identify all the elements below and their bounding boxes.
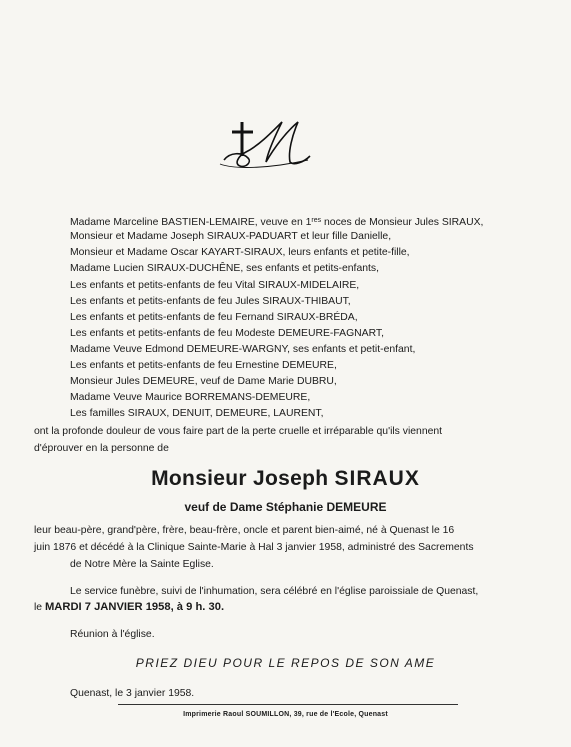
family-line: Madame Veuve Edmond DEMEURE-WARGNY, ses enfants et petit-enfant, <box>70 344 416 355</box>
funeral-line: Le service funèbre, suivi de l'inhumation, sera célébré en l'église paroissiale de Quenast, <box>70 586 479 597</box>
announce-line: ont la profonde douleur de vous faire part de la perte cruelle et irréparable qu'ils viennent <box>34 426 443 437</box>
bio-line: de Notre Mère la Sainte Eglise. <box>70 559 214 570</box>
family-line: Madame Veuve Maurice BORREMANS-DEMEURE, <box>70 392 311 403</box>
meeting-line: Réunion à l'église. <box>70 629 155 640</box>
family-line: Les enfants et petits-enfants de feu Vital SIRAUX-MIDELAIRE, <box>70 280 360 291</box>
bio-line: leur beau-père, grand'père, frère, beau-frère, oncle et parent bien-aimé, né à Quenast le 16 <box>34 525 455 536</box>
family-line: Madame Marceline BASTIEN-LEMAIRE, veuve en 1res noces de Monsieur Jules SIRAUX, <box>70 217 484 228</box>
family-line: Les enfants et petits-enfants de feu Jules SIRAUX-THIBAUT, <box>70 296 351 307</box>
family-line: Monsieur et Madame Joseph SIRAUX-PADUART et leur fille Danielle, <box>70 231 392 242</box>
cross-monogram-icon <box>212 112 322 174</box>
divider <box>118 704 458 705</box>
family-line: Les familles SIRAUX, DENUIT, DEMEURE, LAURENT, <box>70 408 324 419</box>
family-line: Madame Lucien SIRAUX-DUCHÊNE, ses enfants et petits-enfants, <box>70 263 379 274</box>
family-line: Monsieur Jules DEMEURE, veuf de Dame Marie DUBRU, <box>70 376 337 387</box>
place-date: Quenast, le 3 janvier 1958. <box>70 688 195 699</box>
announce-line: d'éprouver en la personne de <box>34 443 169 454</box>
printer-credit: Imprimerie Raoul SOUMILLON, 39, rue de l'Ecole, Quenast <box>183 711 388 718</box>
family-line: Monsieur et Madame Oscar KAYART-SIRAUX, leurs enfants et petite-fille, <box>70 247 410 258</box>
family-line: Les enfants et petits-enfants de feu Ernestine DEMEURE, <box>70 360 337 371</box>
deceased-name: Monsieur Joseph SIRAUX <box>151 467 420 490</box>
prayer-line: PRIEZ DIEU POUR LE REPOS DE SON AME <box>135 656 436 670</box>
family-line: Les enfants et petits-enfants de feu Modeste DEMEURE-FAGNART, <box>70 328 384 339</box>
family-line: Les enfants et petits-enfants de feu Fernand SIRAUX-BRÉDA, <box>70 312 358 323</box>
funeral-datetime-line: le MARDI 7 JANVIER 1958, à 9 h. 30. <box>34 601 225 613</box>
widower-line: veuf de Dame Stéphanie DEMEURE <box>184 500 387 514</box>
bio-line: juin 1876 et décédé à la Clinique Sainte-Marie à Hal 3 janvier 1958, administré des Sacrements <box>34 542 474 553</box>
